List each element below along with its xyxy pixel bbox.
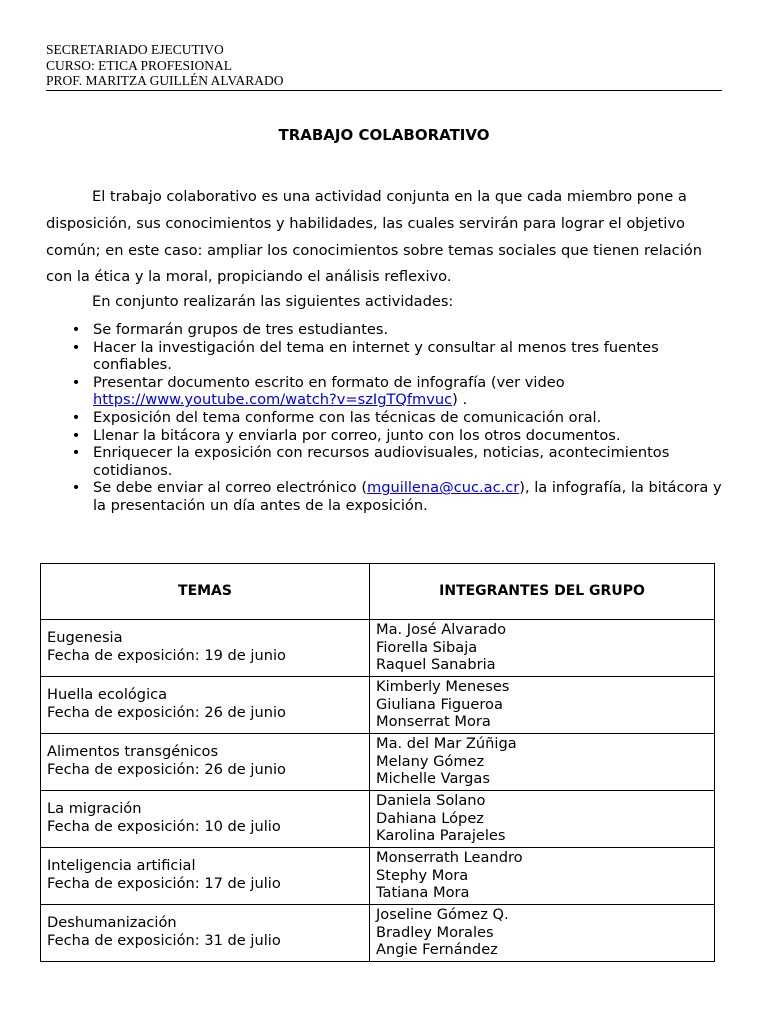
intro-paragraph — [46, 184, 724, 291]
members-cell — [370, 905, 715, 962]
email-link[interactable]: mguillena@cuc.ac.cr — [367, 479, 520, 497]
list-item: • Se debe enviar al correo electrónico (mguillena@cuc.ac.cr), la infografía, la bitácora y la presentación un día antes de la exposición. — [71, 479, 722, 514]
list-item: • Hacer la investigación del tema en internet y consultar al menos tres fuentes confiables. — [71, 338, 659, 374]
header-professor: PROF. MARITZA GUILLÉN ALVARADO — [46, 73, 284, 88]
group-member: Melany Gómez — [376, 752, 485, 770]
members-cell — [370, 677, 715, 734]
exposition-date: Fecha de exposición: 17 de julio — [47, 874, 281, 892]
tema-cell — [41, 905, 370, 962]
table-row — [41, 734, 715, 791]
activities-list — [46, 321, 722, 515]
activities-intro: En conjunto realizarán las siguientes actividades: — [92, 293, 454, 310]
tema-cell — [41, 791, 370, 848]
header-course: CURSO: ETICA PROFESIONAL — [46, 57, 233, 73]
table-row — [41, 677, 715, 734]
bullet-icon: • — [71, 408, 81, 426]
bullet-icon: • — [71, 373, 81, 391]
groups-table — [40, 563, 715, 962]
tema-cell — [41, 734, 370, 791]
group-member: Michelle Vargas — [376, 770, 490, 788]
group-member: Giuliana Figueroa — [376, 695, 503, 713]
table-row — [41, 848, 715, 905]
table-row — [41, 791, 715, 848]
bullet-icon: • — [71, 426, 81, 444]
tema-cell — [41, 848, 370, 905]
list-item: • Se formarán grupos de tres estudiantes. — [71, 321, 389, 338]
group-member: Ma. del Mar Zúñiga — [376, 735, 517, 752]
group-member: Tatiana Mora — [376, 884, 470, 902]
group-member: Bradley Morales — [376, 923, 494, 941]
tema-name: Inteligencia artificial — [47, 857, 196, 874]
members-cell — [370, 848, 715, 905]
list-item: • Llenar la bitácora y enviarla por correo, junto con los otros documentos. — [71, 426, 621, 444]
group-member: Stephy Mora — [376, 866, 469, 884]
group-member: Raquel Sanabria — [376, 656, 496, 674]
page-title: TRABAJO COLABORATIVO — [278, 126, 490, 144]
tema-cell — [41, 620, 370, 677]
list-item: • Presentar documento escrito en formato de infografía (ver video https://www.youtube.com/watch?v=szIgTQfmvuc) . — [71, 373, 565, 409]
group-member: Monserrat Mora — [376, 713, 491, 731]
tema-name: La migración — [47, 800, 142, 817]
list-item: • Exposición del tema conforme con las técnicas de comunicación oral. — [71, 408, 602, 426]
column-header-temas: TEMAS — [41, 564, 370, 620]
group-member: Daniela Solano — [376, 792, 486, 809]
group-member: Karolina Parajeles — [376, 827, 506, 845]
table-row — [41, 905, 715, 962]
table-header-row — [41, 564, 715, 620]
tema-name: Eugenesia — [47, 629, 123, 646]
group-member: Monserrath Leandro — [376, 849, 523, 866]
header-program: SECRETARIADO EJECUTIVO — [46, 42, 224, 57]
group-member: Dahiana López — [376, 809, 484, 827]
tema-name: Huella ecológica — [47, 686, 168, 703]
list-item: • Enriquecer la exposición con recursos audiovisuales, noticias, acontecimientos cotidianos. — [71, 444, 670, 479]
bullet-icon: • — [71, 444, 81, 462]
bullet-icon: • — [71, 338, 81, 356]
bullet-icon: • — [71, 479, 81, 497]
members-cell — [370, 734, 715, 791]
tema-name: Alimentos transgénicos — [47, 743, 219, 760]
group-member: Angie Fernández — [376, 941, 498, 959]
column-header-integrantes: INTEGRANTES DEL GRUPO — [370, 564, 715, 620]
group-member: Fiorella Sibaja — [376, 638, 478, 656]
exposition-date: Fecha de exposición: 10 de julio — [47, 817, 281, 835]
group-member: Joseline Gómez Q. — [376, 906, 509, 923]
exposition-date: Fecha de exposición: 31 de julio — [47, 931, 281, 949]
exposition-date: Fecha de exposición: 19 de junio — [47, 646, 286, 664]
bullet-icon: • — [71, 321, 81, 338]
members-cell — [370, 620, 715, 677]
tema-cell — [41, 677, 370, 734]
table-row — [41, 620, 715, 677]
group-member: Kimberly Meneses — [376, 678, 510, 695]
group-member: Ma. José Alvarado — [376, 621, 507, 638]
youtube-video-link[interactable]: https://www.youtube.com/watch?v=szIgTQfmvuc — [93, 391, 453, 409]
exposition-date: Fecha de exposición: 26 de junio — [47, 703, 286, 721]
paragraph-text: El trabajo colaborativo es una actividad conjunta en la que cada miembro pone a disposición, sus conocimientos y habilidades, las cuales servirán para lograr el objetivo común; en este caso: ampliar los conocimientos sobre temas sociales que tienen relación con la ética y la moral, propiciando el análisis reflexivo. — [46, 188, 702, 286]
tema-name: Deshumanización — [47, 914, 177, 931]
document-header — [46, 42, 722, 91]
exposition-date: Fecha de exposición: 26 de junio — [47, 760, 286, 778]
members-cell — [370, 791, 715, 848]
